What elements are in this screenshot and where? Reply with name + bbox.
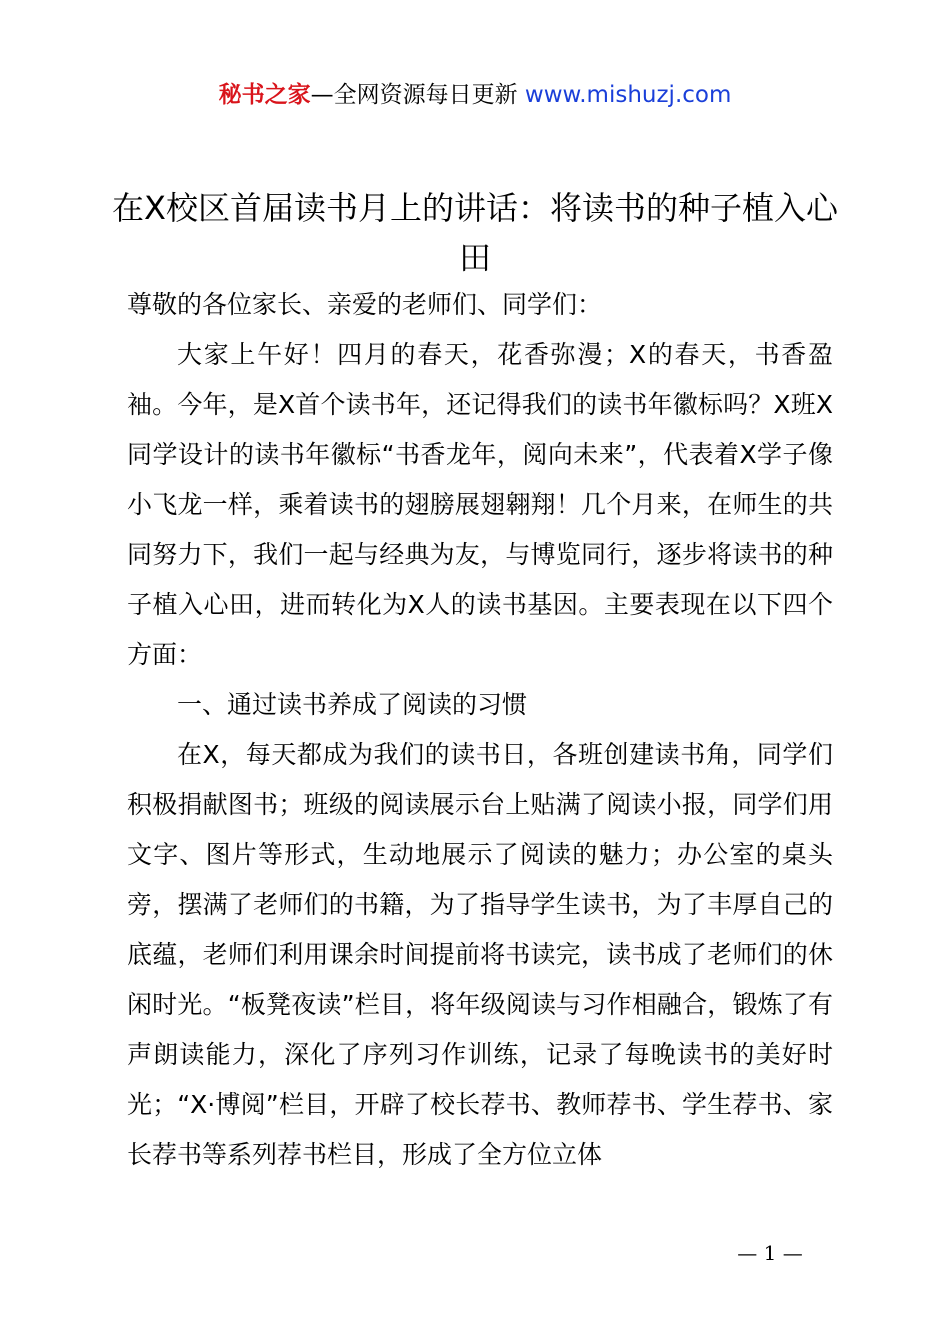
document-body: [127, 280, 833, 1180]
site-header-banner: [0, 78, 950, 112]
section-heading: 一、通过读书养成了阅读的习惯: [177, 690, 528, 719]
body-paragraph: 在X，每天都成为我们的读书日，各班创建读书角，同学们积极捐献图书；班级的阅读展示台上贴满了阅读小报，同学们用文字、图片等形式，生动地展示了阅读的魅力；办公室的桌头旁，摆满了老师们的书籍，为了指导学生读书，为了丰厚自己的底蕴，老师们利用课余时间提前将书读完，读书成了老师们的休闲时光。“板凳夜读”栏目，将年级阅读与习作相融合，锻炼了有声朗读能力，深化了序列习作训练，记录了每晚读书的美好时光；“X·博阅”栏目，开辟了校长荐书、教师荐书、学生荐书、家长荐书等系列荐书栏目，形成了全方位立体: [127, 740, 833, 1169]
body-paragraph: 大家上午好！四月的春天，花香弥漫；X的春天，书香盈袖。今年，是X首个读书年，还记得我们的读书年徽标吗？X班X同学设计的读书年徽标“书香龙年，阅向未来”，代表着X学子像小飞龙一样，乘着读书的翅膀展翅翱翔！几个月来，在师生的共同努力下，我们一起与经典为友，与博览同行，逐步将读书的种子植入心田，进而转化为X人的读书基因。主要表现在以下四个方面：: [127, 340, 833, 669]
brand-tagline: —全网资源每日更新: [310, 82, 518, 108]
salutation: 尊敬的各位家长、亲爱的老师们、同学们：: [127, 290, 603, 319]
brand-url-link[interactable]: www.mishuzj.com: [524, 82, 732, 108]
document-title: 在X校区首届读书月上的讲话：将读书的种子植入心田: [112, 189, 838, 277]
page-number: — 1 —: [737, 1241, 803, 1265]
brand-name: 秘书之家: [218, 82, 311, 108]
